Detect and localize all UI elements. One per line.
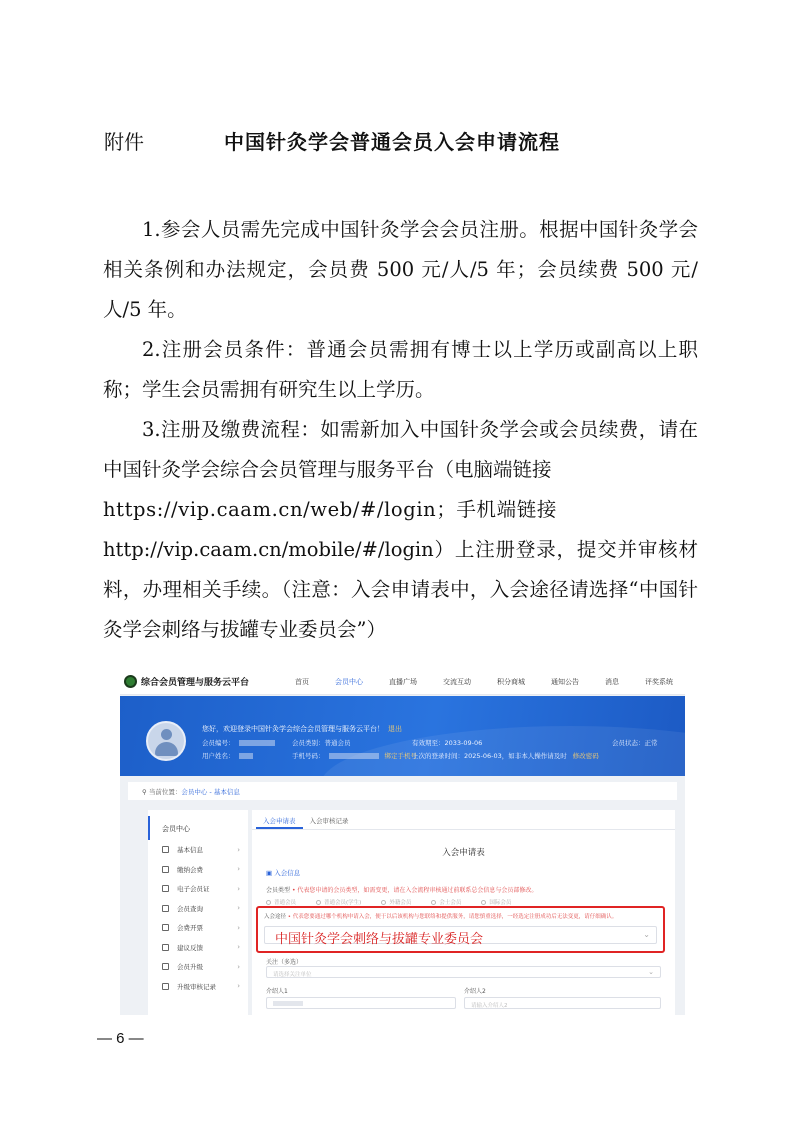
feedback-icon <box>162 944 169 951</box>
valid-until: 有效期至：2033-09-06 <box>412 739 483 747</box>
avatar-head <box>161 729 172 740</box>
member-type-hint: • 代表您申请的会员类型，如需变更，请在入会流程审核通过前联系总会信息与会员部修改。 <box>291 887 538 894</box>
nav-item[interactable]: 消息 <box>605 678 619 686</box>
radio-circle-icon <box>266 900 271 905</box>
breadcrumb-label: 当前位置： <box>148 788 182 796</box>
search-icon <box>162 905 169 912</box>
radio-label: 会士会员 <box>439 900 462 906</box>
member-type-hint-text: 代表您申请的会员类型，如需变更，请在入会流程审核通过前联系总会信息与会员部修改。 <box>297 887 538 894</box>
chevron-right-icon: › <box>237 865 240 874</box>
paragraph-3: 3.注册及缴费流程：如需新加入中国针灸学会或会员续费，请在中国针灸学会综合会员管理与服务平台（电脑端链接 <box>103 418 698 481</box>
platform-brand: 综合会员管理与服务云平台 <box>141 678 250 688</box>
member-type: 会员类别：普通会员 <box>292 739 351 747</box>
coin-icon <box>162 866 169 873</box>
last-login: 上次的登录时间：2025-06-03，如非本人操作请及时 <box>412 752 567 760</box>
sidebar-item-label: 会费开票 <box>177 924 203 933</box>
sidebar-item-basic-info[interactable] <box>148 840 248 860</box>
card-icon <box>162 885 169 892</box>
radio-circle-icon <box>431 900 436 905</box>
breadcrumb <box>128 782 677 800</box>
member-no-label: 会员编号： <box>202 739 235 747</box>
sidebar-title: 会员中心 <box>148 816 248 840</box>
section-heading: ▣ 入会信息 <box>266 869 301 877</box>
chevron-right-icon: › <box>237 884 240 893</box>
change-password-link[interactable]: 修改密码 <box>572 752 599 760</box>
focus-label: 关注（多选） <box>266 959 303 966</box>
introducer1-label: 介绍人1 <box>266 988 288 995</box>
channel-select[interactable] <box>264 926 657 947</box>
user-icon <box>162 846 169 853</box>
radio-option[interactable] <box>431 898 461 906</box>
attachment-label: 附件 <box>104 130 144 154</box>
nav-item[interactable]: 积分商城 <box>497 678 525 686</box>
channel-label-row <box>264 912 617 920</box>
member-type-field <box>266 885 675 894</box>
introducer1-input[interactable] <box>266 997 456 1009</box>
focus-placeholder: 请选择关注单位 <box>273 972 312 978</box>
chevron-right-icon: › <box>237 923 240 932</box>
location-pin-icon: ⚲ <box>142 788 147 796</box>
sidebar-item-upgrade-records[interactable] <box>148 977 248 997</box>
member-status: 会员状态：正常 <box>612 739 658 747</box>
sidebar-item-label: 基本信息 <box>177 846 203 855</box>
breadcrumb-path[interactable]: 会员中心 - 基本信息 <box>181 788 240 796</box>
welcome-message: 您好，欢迎登录中国针灸学会综合会员管理与服务云平台！ <box>202 725 384 733</box>
chevron-right-icon: › <box>237 904 240 913</box>
channel-hint: • 代表您要通过哪个机构申请入会，便于以后该机构与您联络和提供服务，请您慎重选择，一经选定注册成功后无法变更，请仔细确认。 <box>287 914 618 920</box>
sidebar-item-label: 升级审核记录 <box>177 982 216 991</box>
sidebar-item-pay-fee[interactable] <box>148 860 248 880</box>
member-banner <box>120 696 685 776</box>
tab-review-records[interactable]: 入会审核记录 <box>309 817 349 825</box>
paragraph-2: 2.注册会员条件：普通会员需拥有博士以上学历或副高以上职称；学生会员需拥有研究生以上学历。 <box>103 338 698 401</box>
redacted-value <box>239 753 253 759</box>
last-login-row <box>412 751 599 760</box>
radio-label: 国际会员 <box>489 900 512 906</box>
sidebar-item-label: 会员查询 <box>177 904 203 913</box>
avatar-body <box>155 742 178 756</box>
title-line <box>104 126 724 156</box>
radio-option[interactable] <box>266 898 296 906</box>
welcome-text <box>202 724 402 734</box>
redacted-value <box>239 740 275 746</box>
chevron-down-icon: ⌄ <box>648 968 654 976</box>
paragraph-1: 1.参会人员需先完成中国针灸学会会员注册。根据中国针灸学会相关条例和办法规定，会员费 500 元/人/5 年；会员续费 500 元/人/5 年。 <box>103 218 698 321</box>
paragraph-3-url-web: https://vip.caam.cn/web/#/login；手机端链接 <box>103 498 557 521</box>
sidebar-item-invoice[interactable] <box>148 918 248 938</box>
sidebar-item-feedback[interactable] <box>148 938 248 958</box>
document-title: 中国针灸学会普通会员入会申请流程 <box>224 130 560 154</box>
nav-item[interactable]: 评奖系统 <box>645 678 673 686</box>
member-type-radios <box>266 898 675 906</box>
sidebar-item-label: 缴纳会费 <box>177 865 203 874</box>
username-row <box>202 751 253 760</box>
radio-option[interactable] <box>481 898 511 906</box>
chevron-right-icon: › <box>237 982 240 991</box>
introducer2-label: 介绍人2 <box>464 988 486 995</box>
sidebar-item-member-query[interactable] <box>148 899 248 919</box>
phone-label: 手机号码： <box>292 752 325 760</box>
chevron-right-icon: › <box>237 962 240 971</box>
avatar <box>146 721 186 761</box>
bind-phone-link[interactable]: 绑定手机号 <box>384 752 417 760</box>
main-panel <box>252 810 675 1015</box>
channel-hint-text: 代表您要通过哪个机构申请入会，便于以后该机构与您联络和提供服务，请您慎重选择，一经选定注册成功后无法变更，请仔细确认。 <box>292 914 618 920</box>
radio-option[interactable] <box>316 898 361 906</box>
platform-topbar <box>120 670 685 695</box>
chevron-right-icon: › <box>237 845 240 854</box>
form-title: 入会申请表 <box>442 848 485 858</box>
radio-label: 普通会员 <box>274 900 297 906</box>
channel-value: 中国针灸学会刺络与拔罐专业委员会 <box>275 932 484 947</box>
platform-screenshot <box>120 670 685 1015</box>
sidebar-item-label: 建议反馈 <box>177 943 203 952</box>
chevron-right-icon: › <box>237 943 240 952</box>
sidebar-item-e-card[interactable] <box>148 879 248 899</box>
nav-item-active[interactable]: 会员中心 <box>335 678 363 686</box>
nav-item[interactable]: 首页 <box>295 678 309 686</box>
radio-circle-icon <box>381 900 386 905</box>
tab-bar <box>252 810 675 830</box>
member-type-label: 会员类型 <box>266 887 291 894</box>
sidebar-item-upgrade[interactable] <box>148 957 248 977</box>
platform-logo-icon <box>124 675 137 688</box>
record-icon <box>162 983 169 990</box>
radio-label: 外籍会员 <box>389 900 412 906</box>
upgrade-icon <box>162 963 169 970</box>
member-no-row <box>202 738 275 747</box>
introducer2-input[interactable]: 请输入介绍人2 <box>464 997 661 1009</box>
radio-label: 普通会员(学生) <box>324 900 362 906</box>
chevron-down-icon: ⌄ <box>643 930 650 939</box>
platform-nav <box>295 677 685 687</box>
focus-select[interactable] <box>266 966 661 978</box>
tab-application-form[interactable]: 入会申请表 <box>256 810 303 829</box>
document-body <box>103 210 698 650</box>
username-label: 用户姓名： <box>202 752 235 760</box>
invoice-icon <box>162 924 169 931</box>
channel-label: 入会途径 <box>264 914 287 920</box>
nav-item[interactable]: 交流互动 <box>443 678 471 686</box>
radio-option[interactable] <box>381 898 411 906</box>
redacted-value <box>273 1001 303 1006</box>
channel-highlight-box <box>256 906 665 953</box>
exit-link[interactable]: 退出 <box>388 725 402 733</box>
section-label: 入会信息 <box>274 869 301 877</box>
redacted-value <box>329 753 379 759</box>
sidebar-item-label: 电子会员证 <box>177 885 210 894</box>
page-number: — 6 — <box>97 1030 144 1047</box>
paragraph-3-url-mobile: http://vip.caam.cn/mobile/#/login）上注册登录，提交并审核材料，办理相关手续。（注意：入会申请表中，入会途径请选择“中国针灸学会刺络与拔罐专业委员会”） <box>103 538 698 641</box>
sidebar <box>148 810 248 1015</box>
radio-circle-icon <box>481 900 486 905</box>
nav-item[interactable]: 直播广场 <box>389 678 417 686</box>
sidebar-item-label: 会员升级 <box>177 963 203 972</box>
radio-circle-icon <box>316 900 321 905</box>
phone-row <box>292 751 417 760</box>
nav-item[interactable]: 通知公告 <box>551 678 579 686</box>
